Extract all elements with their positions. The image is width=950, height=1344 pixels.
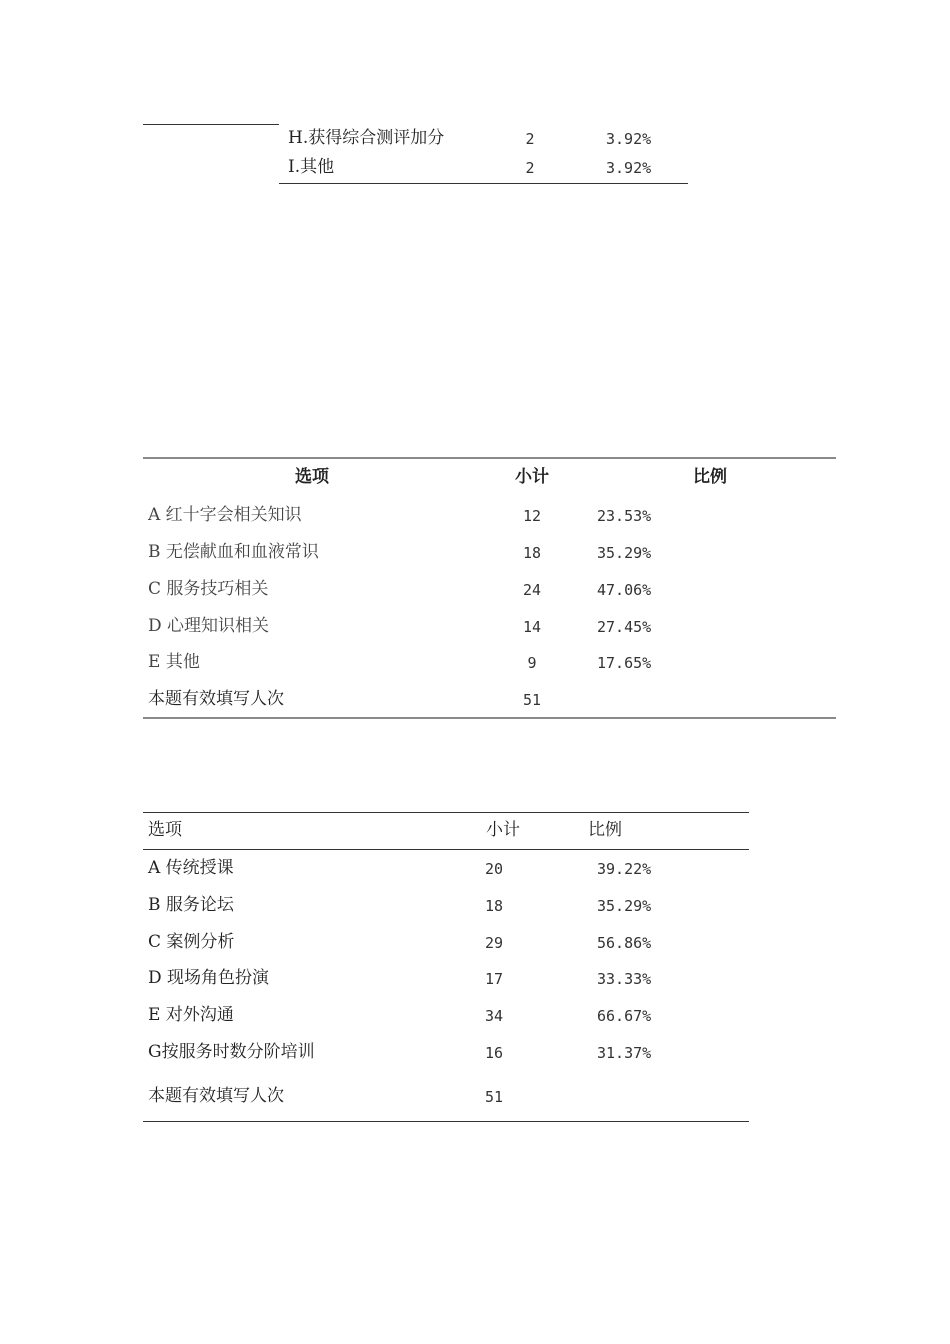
row-percent: 27.45% bbox=[597, 618, 652, 636]
row-percent: 33.33% bbox=[597, 970, 652, 988]
row-label: D 心理知识相关 bbox=[148, 616, 270, 636]
table-2-bottom-rule bbox=[143, 717, 836, 719]
row-count: 18 bbox=[522, 544, 542, 562]
row-count: 2 bbox=[525, 159, 535, 177]
column-header-ratio: 比例 bbox=[693, 467, 727, 487]
row-percent: 56.86% bbox=[597, 934, 652, 952]
row-label: A 传统授课 bbox=[148, 858, 234, 878]
row-count: 2 bbox=[525, 130, 535, 148]
row-label: I.其他 bbox=[288, 157, 335, 177]
table-1-bottom-rule bbox=[279, 183, 688, 184]
table-2-top-rule bbox=[143, 457, 836, 459]
row-count: 24 bbox=[522, 581, 542, 599]
row-percent: 17.65% bbox=[597, 654, 652, 672]
total-count: 51 bbox=[485, 1088, 504, 1106]
total-label: 本题有效填写人次 bbox=[148, 1086, 284, 1106]
row-count: 17 bbox=[485, 970, 504, 988]
row-percent: 35.29% bbox=[597, 544, 652, 562]
total-label: 本题有效填写人次 bbox=[148, 689, 284, 709]
total-count: 51 bbox=[522, 691, 542, 709]
row-label: D 现场角色扮演 bbox=[148, 968, 270, 988]
row-label: C 服务技巧相关 bbox=[148, 579, 269, 599]
table-3-top-rule bbox=[143, 812, 749, 813]
row-label: H.获得综合测评加分 bbox=[288, 128, 445, 148]
row-label: A 红十字会相关知识 bbox=[148, 505, 302, 525]
row-count: 29 bbox=[485, 934, 504, 952]
row-percent: 47.06% bbox=[597, 581, 652, 599]
row-label: B 无偿献血和血液常识 bbox=[148, 542, 319, 562]
row-count: 34 bbox=[485, 1007, 504, 1025]
row-label: B 服务论坛 bbox=[148, 895, 234, 915]
row-percent: 66.67% bbox=[597, 1007, 652, 1025]
row-label: C 案例分析 bbox=[148, 932, 235, 952]
row-count: 12 bbox=[522, 507, 542, 525]
column-header-option: 选项 bbox=[295, 467, 329, 487]
row-count: 14 bbox=[522, 618, 542, 636]
row-percent: 3.92% bbox=[606, 159, 652, 177]
row-count: 16 bbox=[485, 1044, 504, 1062]
row-label: G按服务时数分阶培训 bbox=[148, 1042, 315, 1062]
row-percent: 23.53% bbox=[597, 507, 652, 525]
column-header-subtotal: 小计 bbox=[486, 820, 520, 840]
column-header-subtotal: 小计 bbox=[515, 467, 549, 487]
column-header-ratio: 比例 bbox=[588, 820, 622, 840]
row-percent: 39.22% bbox=[597, 860, 652, 878]
column-header-option: 选项 bbox=[148, 820, 182, 840]
row-count: 18 bbox=[485, 897, 504, 915]
table-3-header-rule bbox=[143, 849, 749, 850]
row-percent: 31.37% bbox=[597, 1044, 652, 1062]
row-percent: 35.29% bbox=[597, 897, 652, 915]
row-percent: 3.92% bbox=[606, 130, 652, 148]
row-count: 9 bbox=[527, 654, 537, 672]
row-label: E 对外沟通 bbox=[148, 1005, 234, 1025]
table-3-bottom-rule bbox=[143, 1121, 749, 1122]
row-label: E 其他 bbox=[148, 652, 200, 672]
row-count: 20 bbox=[485, 860, 504, 878]
table-1-left-rule bbox=[143, 124, 279, 125]
